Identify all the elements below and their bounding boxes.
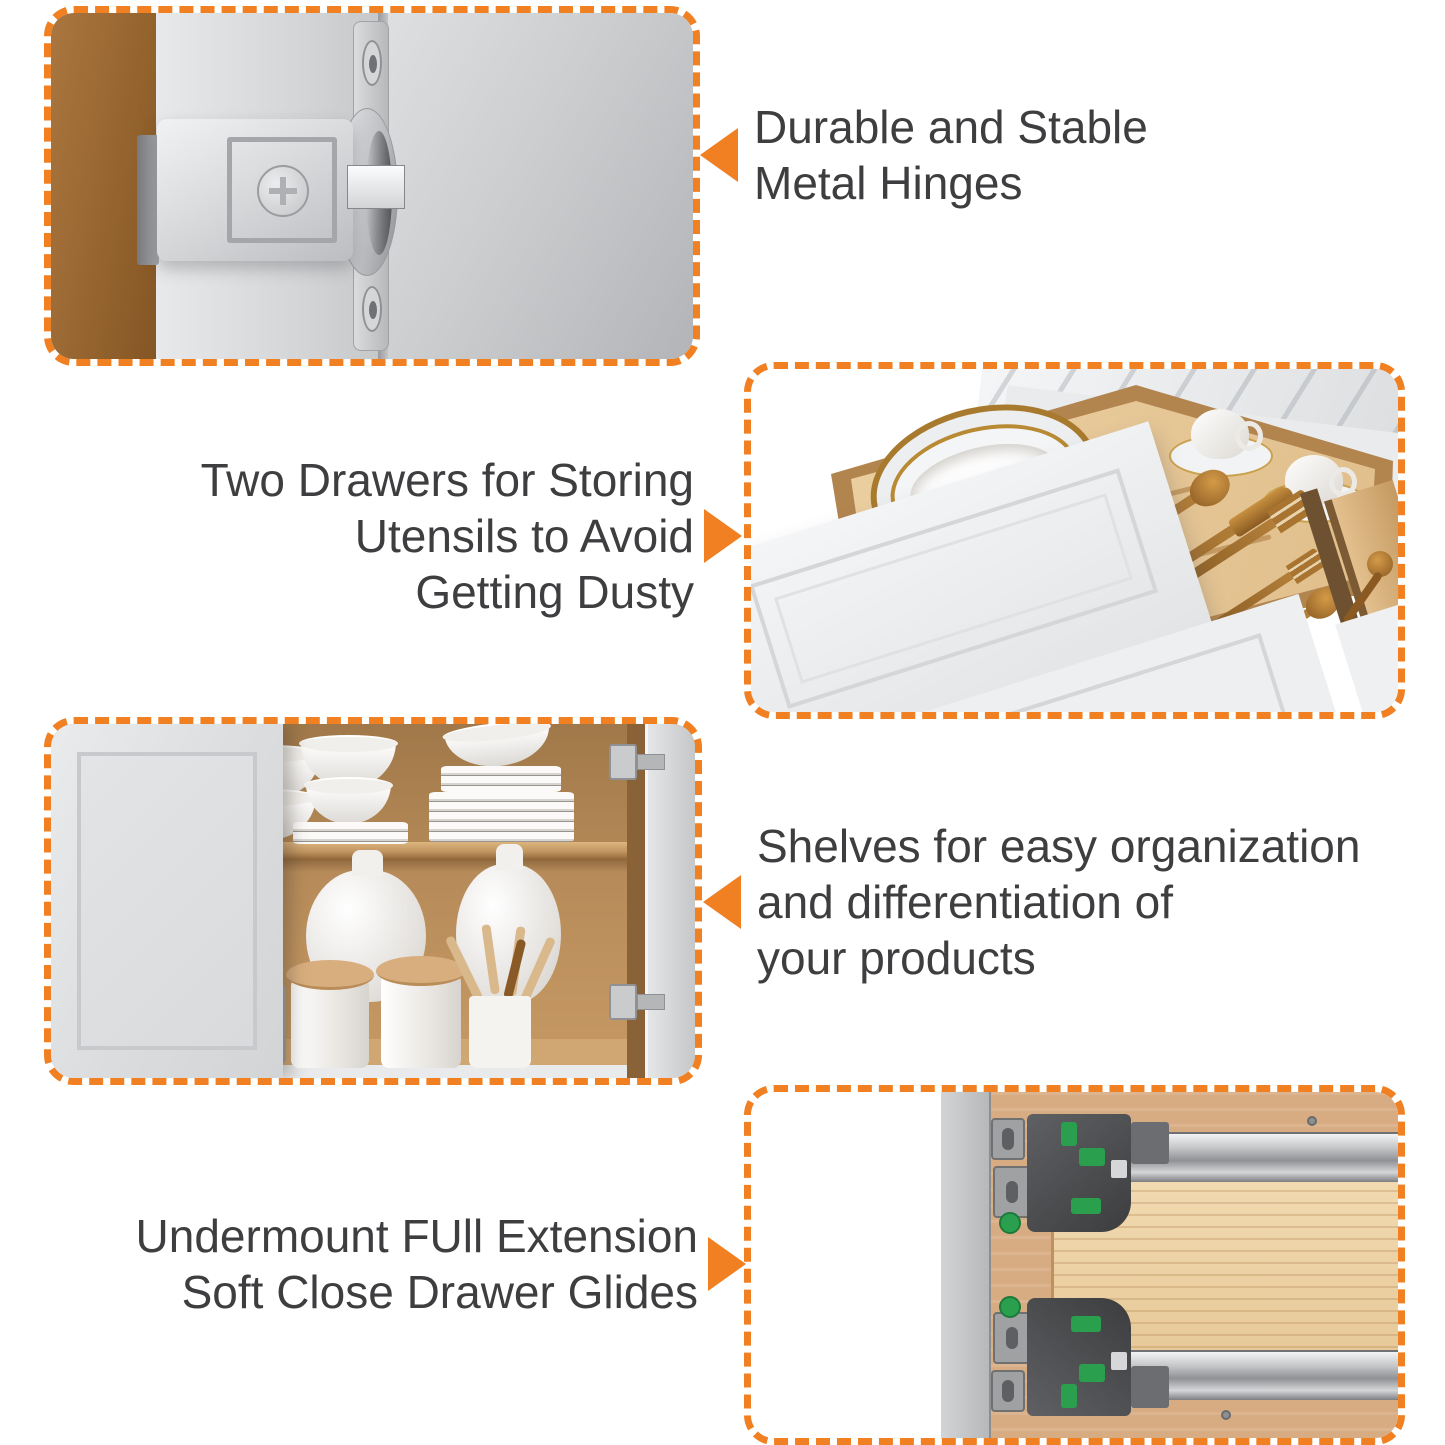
hinge-back-bracket — [137, 135, 159, 265]
caption-line: Durable and Stable — [754, 101, 1148, 153]
green-clip — [1061, 1384, 1077, 1408]
caption-drawer-glides — [136, 1208, 746, 1320]
rail-connector — [1131, 1122, 1169, 1164]
green-lever — [1071, 1316, 1101, 1332]
rail-connector — [1131, 1366, 1169, 1408]
locking-device-housing — [1027, 1114, 1131, 1232]
screw-slot — [1002, 1128, 1014, 1150]
vase-neck — [496, 844, 523, 870]
caption-metal-hinges — [700, 99, 1148, 211]
mounting-bracket — [991, 1118, 1025, 1160]
caption-line: Soft Close Drawer Glides — [181, 1266, 698, 1318]
caption-line: Two Drawers for Storing — [200, 454, 694, 506]
soft-close-mechanism-top — [991, 1108, 1171, 1242]
screw-hole — [369, 55, 377, 73]
hinge-adjust-screw — [257, 165, 309, 217]
screw — [1307, 1116, 1317, 1126]
arrow-left-icon — [703, 875, 741, 929]
vase-neck — [352, 850, 383, 876]
green-lever — [1071, 1198, 1101, 1214]
caption-two-drawers — [201, 452, 742, 620]
caption-shelves — [703, 818, 1360, 986]
caption-text — [201, 452, 694, 620]
screw-slot — [362, 40, 382, 86]
caption-line: Metal Hinges — [754, 157, 1023, 209]
caption-text — [136, 1208, 698, 1320]
photo-open-cabinet — [44, 717, 702, 1085]
canister-with-wood-lid — [291, 978, 369, 1068]
door-center-panel — [77, 752, 257, 1050]
photo-drawer-glides — [744, 1085, 1405, 1445]
screw-slot — [1006, 1327, 1018, 1349]
caption-line: Shelves for easy organization — [757, 820, 1361, 872]
screw-slot — [362, 286, 382, 332]
mounting-bracket — [991, 1370, 1025, 1412]
teacup — [1191, 409, 1249, 459]
door-hinge — [609, 744, 637, 780]
soft-close-mechanism-bottom — [991, 1288, 1171, 1422]
drawer-front-groove-inner — [774, 493, 1133, 683]
background — [751, 1092, 941, 1438]
screw-slot — [1002, 1380, 1014, 1402]
adjust-dial — [1111, 1160, 1127, 1178]
screw-slot — [1006, 1181, 1018, 1203]
screw — [1221, 1410, 1231, 1420]
caption-text — [757, 818, 1360, 986]
utensil-crock — [469, 996, 531, 1068]
canister-with-wood-lid — [381, 974, 461, 1068]
photo-open-drawer — [744, 362, 1405, 719]
wood-lid — [376, 956, 466, 986]
green-adjust-wheel — [999, 1296, 1021, 1318]
square-plate-stack — [429, 792, 574, 842]
caption-line: your products — [757, 932, 1036, 984]
arrow-left-icon — [700, 128, 738, 182]
caption-line: Utensils to Avoid — [354, 510, 694, 562]
locking-device-housing — [1027, 1298, 1131, 1416]
green-adjust-wheel — [999, 1212, 1021, 1234]
caption-line: Getting Dusty — [415, 566, 694, 618]
caption-text — [754, 99, 1148, 211]
screw-cross-slot — [280, 177, 286, 205]
hinge-cup-block — [157, 119, 353, 261]
cabinet-door-panel — [388, 13, 693, 359]
adjust-dial — [1111, 1352, 1127, 1370]
closed-door-panel — [51, 724, 283, 1078]
door-hinge — [609, 984, 637, 1020]
gold-spoon-second-drawer — [1367, 551, 1393, 577]
screw-hole — [369, 301, 377, 319]
hinge-arm — [347, 165, 405, 209]
green-lever — [1079, 1148, 1105, 1166]
caption-line: and differentiation of — [757, 876, 1174, 928]
green-clip — [1061, 1122, 1077, 1146]
plate-stack — [293, 822, 408, 844]
green-lever — [1079, 1364, 1105, 1382]
cabinet-edge-strip — [941, 1092, 991, 1438]
arrow-right-icon — [708, 1237, 746, 1291]
photo-metal-hinge — [44, 6, 700, 366]
mounting-bracket — [993, 1312, 1031, 1364]
arrow-right-icon — [704, 509, 742, 563]
open-door-edge — [645, 724, 695, 1078]
wood-lid — [286, 960, 374, 990]
square-plate-stack — [441, 766, 561, 792]
mounting-bracket — [993, 1166, 1031, 1218]
caption-line: Undermount FUll Extension — [135, 1210, 698, 1262]
